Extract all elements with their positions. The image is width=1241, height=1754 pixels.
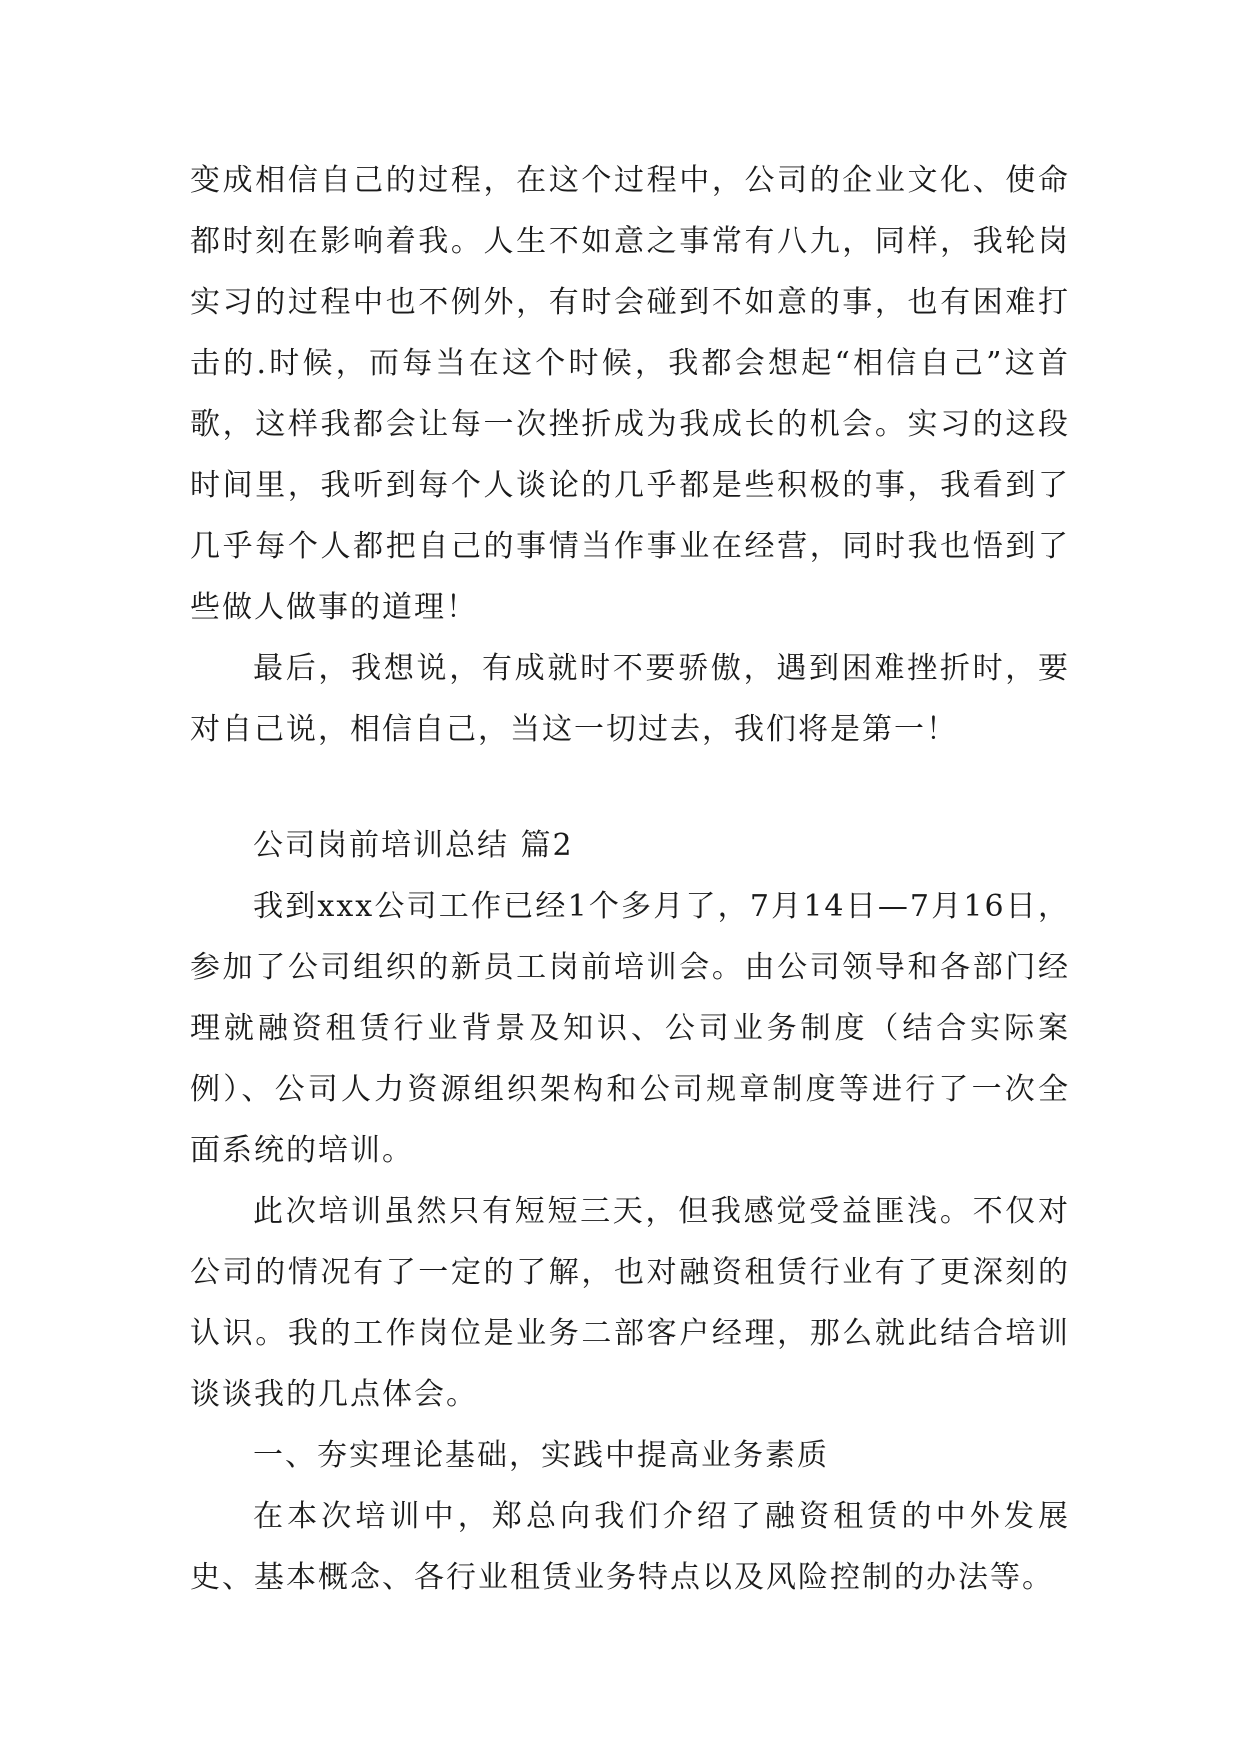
paragraph-intro: 我到xxx公司工作已经1个多月了，7月14日—7月16日，参加了公司组织的新员工岗前培训会。由公司领导和各部门经理就融资租赁行业背景及知识、公司业务制度（结合实际案例）、公司人力资源组织架构和公司规章制度等进行了一次全面系统的培训。 bbox=[190, 889, 1070, 1168]
paragraph-impression: 此次培训虽然只有短短三天，但我感觉受益匪浅。不仅对公司的情况有了一定的了解，也对融资租赁行业有了更深刻的认识。我的工作岗位是业务二部客户经理，那么就此结合培训谈谈我的几点体会。 bbox=[190, 1194, 1070, 1412]
document-body bbox=[190, 150, 1070, 1608]
section-title: 公司岗前培训总结 篇2 bbox=[253, 828, 574, 863]
subheading-one: 一、夯实理论基础，实践中提高业务素质 bbox=[253, 1438, 829, 1473]
paragraph-conclusion: 最后，我想说，有成就时不要骄傲，遇到困难挫折时，要对自己说，相信自己，当这一切过去，我们将是第一！ bbox=[190, 651, 1070, 747]
paragraph-continued: 变成相信自己的过程，在这个过程中，公司的企业文化、使命都时刻在影响着我。人生不如意之事常有八九，同样，我轮岗实习的过程中也不例外，有时会碰到不如意的事，也有困难打击的.时候，而每当在这个时候，我都会想起“相信自己”这首歌，这样我都会让每一次挫折成为我成长的机会。实习的这段时间里，我听到每个人谈论的几乎都是些积极的事，我看到了几乎每个人都把自己的事情当作事业在经营，同时我也悟到了些做人做事的道理！ bbox=[190, 163, 1070, 625]
paragraph-training-content: 在本次培训中，郑总向我们介绍了融资租赁的中外发展史、基本概念、各行业租赁业务特点以及风险控制的办法等。 bbox=[190, 1499, 1070, 1595]
